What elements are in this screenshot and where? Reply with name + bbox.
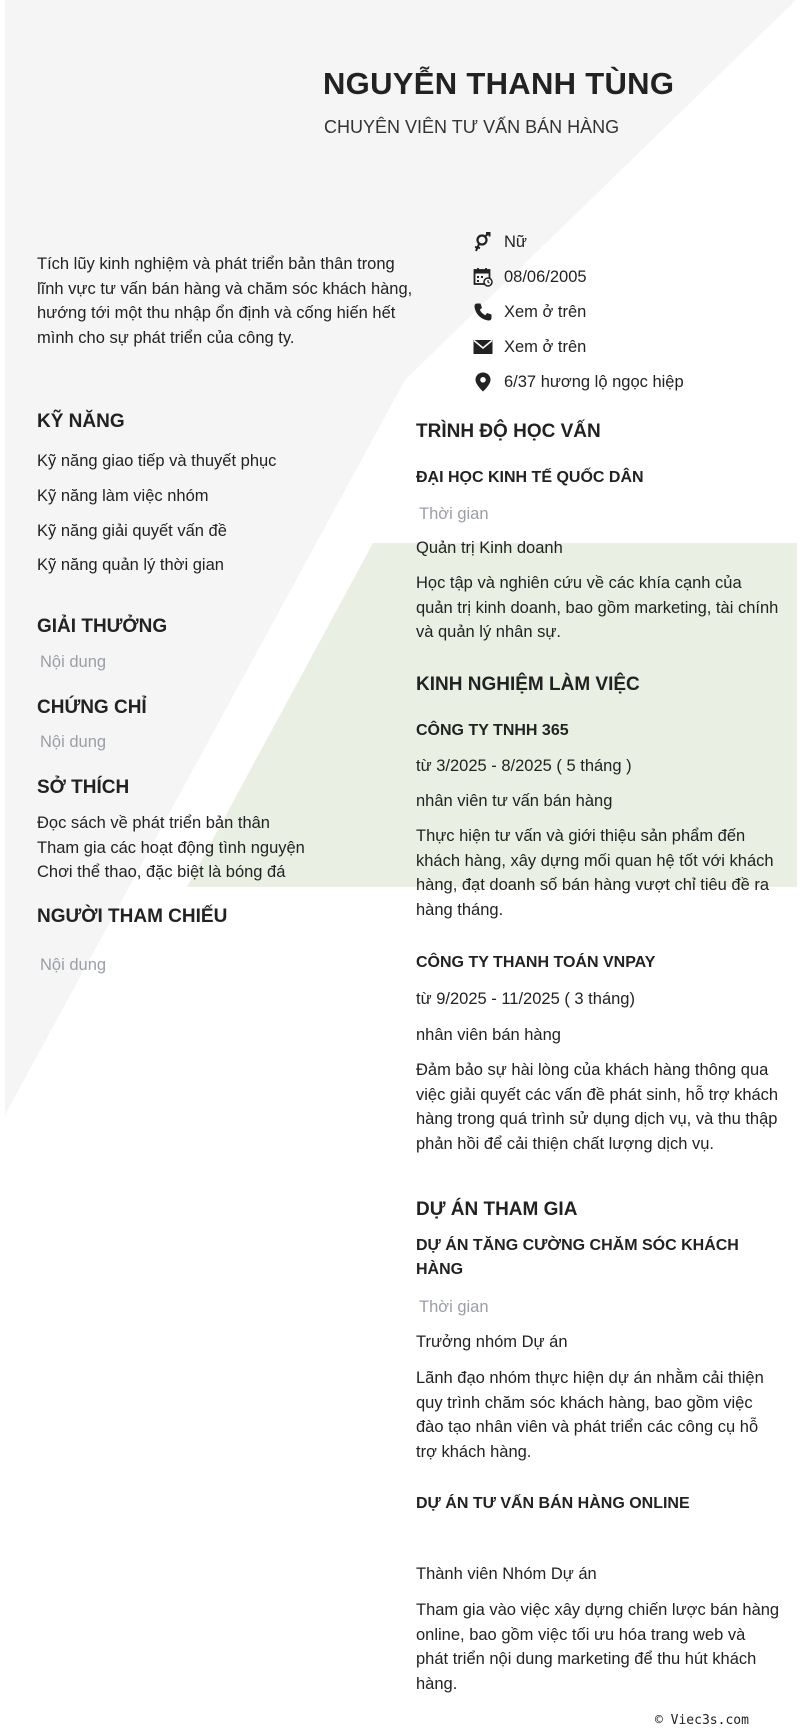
education-time: Thời gian [419,505,489,523]
phone-icon [472,301,494,323]
awards-content: Nội dung [40,653,107,671]
skills-section-title: KỸ NĂNG [37,411,125,432]
birthday-value: 08/06/2005 [504,267,587,286]
job-position: nhân viên bán hàng [416,1026,561,1044]
job-position: nhân viên tư vấn bán hàng [416,792,613,810]
job-company: CÔNG TY THANH TOÁN VNPAY [416,954,656,971]
skill-item: Kỹ năng giải quyết vấn đề [37,522,227,540]
skill-item: Kỹ năng làm việc nhóm [37,487,209,505]
candidate-name: NGUYỄN THANH TÙNG [323,66,675,101]
project-time: Thời gian [419,1298,489,1316]
job-description: Đảm bảo sự hài lòng của khách hàng thông qua việc giải quyết các vấn đề phát sinh, hỗ trợ khách hàng trong quá trình sử dụng dịch vụ, và thu thập phản hồi để cải thiện chất lượng dịch vụ. [416,1061,779,1153]
education-description: Học tập và nghiên cứu về các khía cạnh của quản trị kinh doanh, bao gồm marketing, tài chính và quản lý nhân sự. [416,574,779,641]
experience-section-title: KINH NGHIỆM LÀM VIỆC [416,674,640,695]
projects-section-title: DỰ ÁN THAM GIA [416,1199,578,1220]
hobbies-section-title: SỞ THÍCH [37,777,130,798]
email-value: Xem ở trên [504,337,587,356]
awards-section-title: GIẢI THƯỞNG [37,616,168,637]
hobby-item: Chơi thể thao, đặc biệt là bóng đá [37,863,286,881]
project-name: DỰ ÁN TĂNG CƯỜNG CHĂM SÓC KHÁCH HÀNG [416,1237,739,1278]
personal-info [472,231,684,393]
skill-item: Kỹ năng quản lý thời gian [37,556,224,574]
hobbies-list [37,811,305,885]
references-content: Nội dung [40,956,107,974]
gender-value: Nữ [504,232,527,251]
references-section-title: NGƯỜI THAM CHIẾU [37,906,228,927]
education-major: Quản trị Kinh doanh [416,539,563,557]
phone-value: Xem ở trên [504,302,587,321]
location-pin-icon [472,371,494,393]
skill-item: Kỹ năng giao tiếp và thuyết phục [37,452,277,470]
hobby-item: Đọc sách về phát triển bản thân [37,814,270,832]
certificates-section-title: CHỨNG CHỈ [37,697,147,718]
education-school: ĐẠI HỌC KINH TẾ QUỐC DÂN [416,469,644,486]
info-gender [472,231,684,253]
info-address [472,371,684,393]
job-description: Thực hiện tư vấn và giới thiệu sản phẩm đến khách hàng, xây dựng mối quan hệ tốt với khách hàng, đạt doanh số bán hàng vượt chỉ tiêu đề ra hàng tháng. [416,827,774,919]
gender-icon [472,231,494,253]
job-time: từ 3/2025 - 8/2025 ( 5 tháng ) [416,757,632,775]
career-objective: Tích lũy kinh nghiệm và phát triển bản thân trong lĩnh vực tư vấn bán hàng và chăm sóc khách hàng, hướng tới một thu nhập ổn định và cống hiến hết mình cho sự phát triển của công ty. [37,255,413,347]
education-section-title: TRÌNH ĐỘ HỌC VẤN [416,421,601,442]
info-phone [472,301,684,323]
job-company: CÔNG TY TNHH 365 [416,722,569,739]
job-time: từ 9/2025 - 11/2025 ( 3 tháng) [416,990,635,1008]
project-role: Thành viên Nhóm Dự án [416,1565,597,1583]
mail-icon [472,336,494,358]
project-name: DỰ ÁN TƯ VẤN BÁN HÀNG ONLINE [416,1495,690,1512]
project-description: Lãnh đạo nhóm thực hiện dự án nhằm cải thiện quy trình chăm sóc khách hàng, bao gồm việc đào tạo nhân viên và phát triển các công cụ hỗ trợ khách hàng. [416,1369,764,1461]
address-value: 6/37 hương lộ ngọc hiệp [504,372,684,391]
hobby-item: Tham gia các hoạt động tình nguyện [37,838,305,857]
project-role: Trưởng nhóm Dự án [416,1333,568,1351]
certificates-content: Nội dung [40,733,107,751]
info-birthday [472,266,684,288]
calendar-icon [472,266,494,288]
watermark: © Viec3s.com [655,1713,749,1728]
project-description: Tham gia vào việc xây dựng chiến lược bán hàng online, bao gồm việc tối ưu hóa trang web và phát triển nội dung marketing để thu hút khách hàng. [416,1601,780,1693]
job-title: CHUYÊN VIÊN TƯ VẤN BÁN HÀNG [324,117,620,137]
info-email [472,336,684,358]
